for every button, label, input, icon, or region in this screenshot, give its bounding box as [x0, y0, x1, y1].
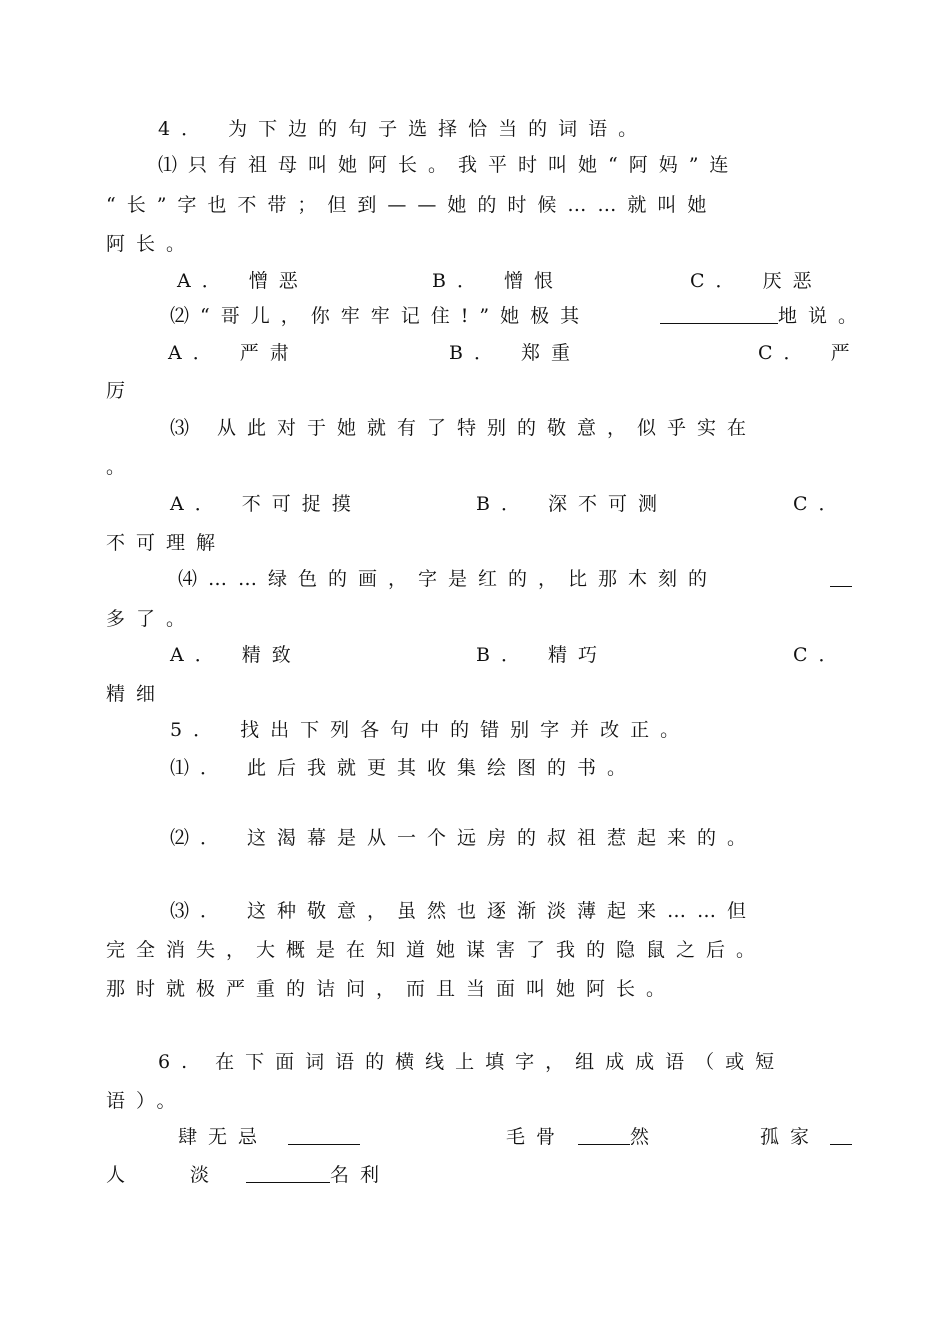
q5-s1: ⑴． 此后我就更其收集绘图的书。 [170, 757, 638, 779]
q6-word4a: 淡 [190, 1164, 221, 1186]
q4-s2-text: ⑵“哥儿，你牢牢记住!”她极其 [170, 305, 591, 327]
q4-s4-option-b: B． 精巧 [476, 644, 609, 666]
q4-title: 4． 为下边的句子选择恰当的词语。 [158, 118, 649, 140]
q4-s2-end: 地说。 [778, 305, 869, 327]
q4-s2-option-c-cont: 厉 [106, 380, 137, 402]
q6-word4-blank [246, 1164, 330, 1183]
q4-s4-blank [830, 568, 852, 587]
q4-s3-line1: ⑶ 从此对于她就有了特别的敬意，似乎实在 [170, 417, 758, 439]
q6-title-line2: 语）。 [106, 1090, 187, 1112]
q6-title-line1: 6. 在下面词语的横线上填字，组成成语（或短 [158, 1051, 786, 1073]
q6-word2b: 然 [630, 1126, 661, 1148]
q4-s4-line2: 多了。 [106, 608, 197, 630]
q4-s2-blank [660, 305, 778, 324]
q5-s3-line1: ⑶． 这种敬意，虽然也逐渐淡薄起来……但 [170, 900, 758, 922]
q4-s3-option-b: B． 深不可测 [476, 493, 669, 515]
q4-s4-option-c: C． [793, 644, 849, 666]
q6-word3-cont: 人 [106, 1164, 137, 1186]
q4-s4-line1: ⑷……绿色的画，字是红的，比那木刻的 [178, 568, 719, 590]
q6-word1: 肆无忌 [178, 1126, 269, 1148]
q4-s1-line3: 阿长。 [106, 233, 197, 255]
q6-word3-blank [830, 1126, 852, 1145]
q4-s1-option-a: A． 憎恶 [177, 270, 309, 292]
q4-s3-option-c-cont: 不可理解 [106, 532, 227, 554]
q4-s1-option-c: C． 厌恶 [690, 270, 823, 292]
q4-s3-option-a: A． 不可捉摸 [170, 493, 362, 515]
q5-s2: ⑵． 这渴幕是从一个远房的叔祖惹起来的。 [170, 827, 758, 849]
q5-s3-line3: 那时就极严重的诘问，而且当面叫她阿长。 [106, 978, 677, 1000]
q4-s4-option-a: A． 精致 [170, 644, 302, 666]
q4-s3-option-c: C． [793, 493, 849, 515]
q4-s2-option-a: A． 严肃 [168, 342, 300, 364]
q4-s2-line1 [170, 304, 590, 328]
q4-s1-line1: ⑴只有祖母叫她阿长。我平时叫她“阿妈”连 [158, 154, 740, 176]
q4-s1-option-b: B． 憎恨 [432, 270, 565, 292]
q4-s2-option-c: C． 严 [758, 342, 861, 364]
q6-word2-blank [578, 1126, 630, 1145]
q4-s4-option-c-cont: 精细 [106, 683, 167, 705]
q4-s3-line2: 。 [106, 456, 137, 478]
q4-s1-line2: “长”字也不带；但到——她的时候……就叫她 [106, 194, 718, 216]
q6-word3: 孤家 [760, 1126, 821, 1148]
q5-s3-line2: 完全消失，大概是在知道她谋害了我的隐鼠之后。 [106, 939, 767, 961]
q4-s2-option-b: B． 郑重 [449, 342, 582, 364]
q6-word2a: 毛骨 [506, 1126, 567, 1148]
q6-word1-blank [288, 1126, 360, 1145]
q5-title: 5． 找出下列各句中的错别字并改正。 [170, 719, 691, 741]
q6-word4b: 名利 [330, 1164, 391, 1186]
